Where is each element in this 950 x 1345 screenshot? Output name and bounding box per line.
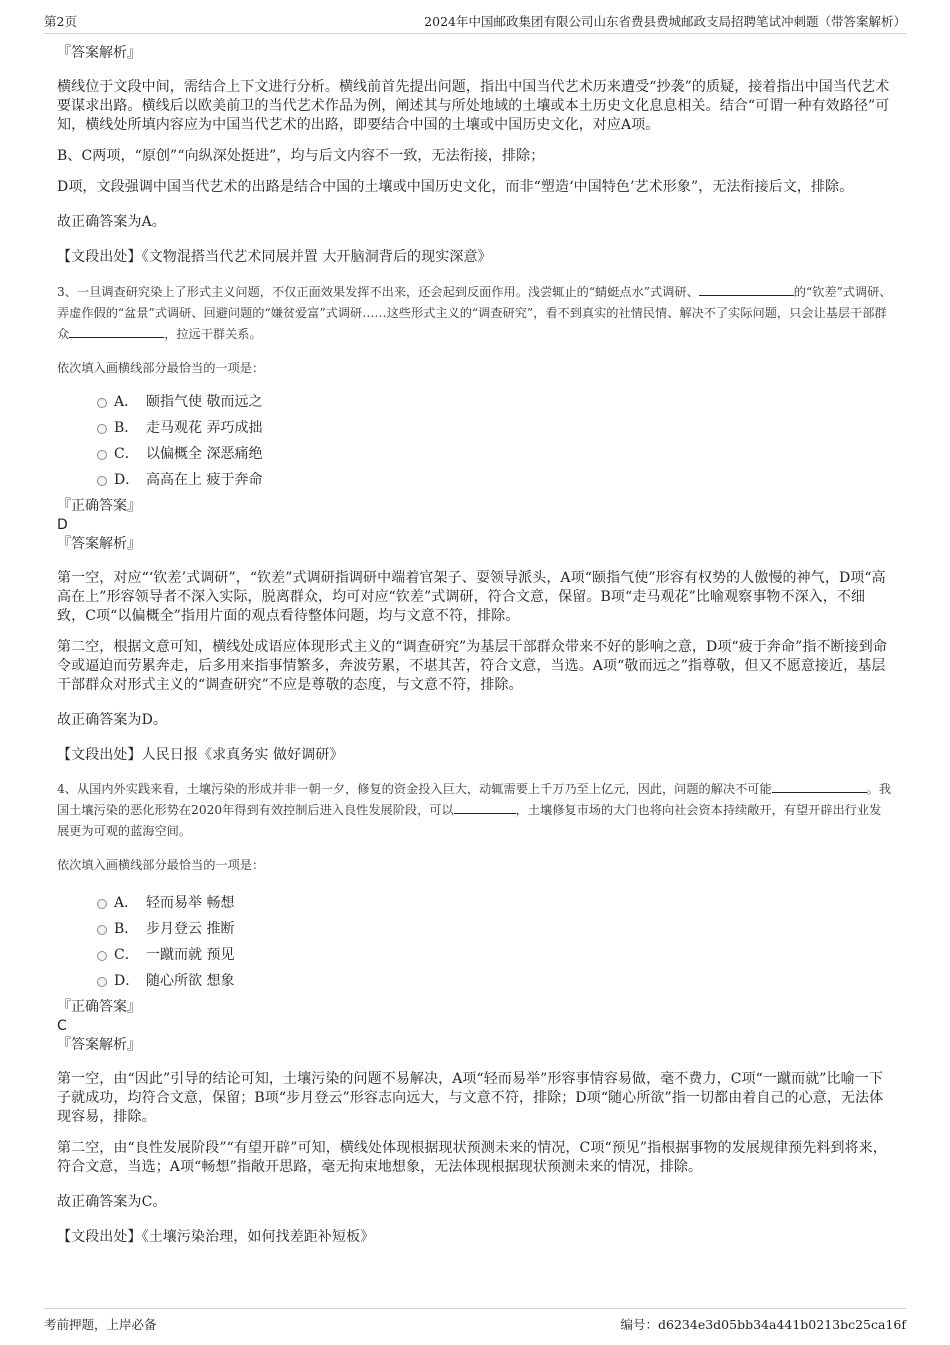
page-footer — [44, 1308, 906, 1335]
q3-prompt: 依次填入画横线部分最恰当的一项是： — [57, 361, 265, 375]
q2-conclusion: 故正确答案为A。 — [57, 214, 166, 230]
q4-option-b[interactable] — [57, 916, 892, 942]
page-content — [57, 44, 892, 1247]
option-letter: D． — [114, 472, 140, 488]
option-letter: B． — [114, 921, 139, 937]
q4-blank-2 — [454, 801, 516, 814]
radio-icon[interactable] — [97, 951, 107, 961]
q3-correct-answer: D — [57, 517, 68, 533]
radio-icon[interactable] — [97, 450, 107, 460]
q3-option-b[interactable] — [57, 415, 892, 441]
q2-source: 【文段出处】《文物混搭当代艺术同展并置 大开脑洞背后的现实深意》 — [57, 249, 492, 265]
q4-blank-1 — [772, 780, 867, 793]
radio-icon[interactable] — [97, 398, 107, 408]
option-letter: B． — [114, 420, 139, 436]
q4-correct-answer: C — [57, 1018, 67, 1034]
q4-stem-part-3: ，土壤修复市场的大门也将向社会资本持续敞开，有望开辟出行业发展更为可观的蓝海空间。 — [57, 803, 882, 838]
q3-stem — [57, 282, 892, 345]
radio-icon[interactable] — [97, 899, 107, 909]
q4-prompt: 依次填入画横线部分最恰当的一项是： — [57, 858, 265, 872]
option-text: 轻而易举 畅想 — [146, 895, 235, 911]
option-letter: C． — [114, 947, 139, 963]
q3-blank-2 — [69, 325, 164, 338]
q4-conclusion: 故正确答案为C。 — [57, 1194, 167, 1210]
q3-analysis-para-1: 第一空，对应“‘钦差’式调研”，“钦差”式调研指调研中端着官架子、耍领导派头，A项“颐指气使”形容有权势的人傲慢的神气，D项“高高在上”形容领导者不深入实际，脱离群众，均可对应“钦差”式调研，符合文意，保留。B项“走马观花”比喻观察事物不深入，不细致，C项“以偏概全”指用片面的观点看待整体问题，均与文意不符，排除。 — [57, 570, 886, 624]
q4-analysis-para-1: 第一空，由“因此”引导的结论可知，土壤污染的问题不易解决，A项“轻而易举”形容事情容易做，毫不费力，C项“一蹴而就”比喻一下子就成功，均符合文意，保留；B项“步月登云”形容志向远大，与文意不符，排除；D项“随心所欲”指一切都由着自己的心意，无法体现容易，排除。 — [57, 1071, 884, 1125]
footer-document-id: 编号：d6234e3d05bb34a441b0213bc25ca16f — [620, 1317, 906, 1332]
option-letter: A． — [114, 895, 139, 911]
q3-option-d[interactable] — [57, 467, 892, 493]
page-header — [44, 11, 906, 34]
q3-source: 【文段出处】人民日报《求真务实 做好调研》 — [57, 747, 344, 763]
q3-blank-1 — [699, 283, 794, 296]
radio-icon[interactable] — [97, 476, 107, 486]
option-text: 步月登云 推断 — [146, 921, 235, 937]
q2-analysis-para-2: B、C两项，“原创”“向纵深处挺进”，均与后文内容不一致，无法衔接，排除； — [57, 148, 545, 164]
q3-stem-part-1: 3、一旦调查研究染上了形式主义问题，不仅正面效果发挥不出来，还会起到反面作用。浅尝辄止的“蜻蜓点水”式调研、 — [57, 285, 699, 299]
q3-analysis-para-2: 第二空，根据文意可知，横线处成语应体现形式主义的“调查研究”为基层干部群众带来不好的影响之意，D项“疲于奔命”指不断接到命令或逼迫而劳累奔走，后多用来指事情繁多，奔波劳累，不堪其苦，符合文意，当选。A项“敬而远之”指尊敬，但又不愿意接近，基层干部群众对形式主义的“调查研究”不应是尊敬的态度，与文意不符，排除。 — [57, 639, 887, 693]
q4-option-c[interactable] — [57, 942, 892, 968]
q4-option-d[interactable] — [57, 968, 892, 994]
option-text: 以偏概全 深恶痛绝 — [146, 446, 263, 462]
option-letter: A． — [114, 394, 139, 410]
option-letter: D． — [114, 973, 140, 989]
q4-stem-part-2: 。我国土壤污染的恶化形势在2020年得到有效控制后进入良性发展阶段，可以 — [57, 782, 892, 817]
option-letter: C． — [114, 446, 139, 462]
q3-stem-part-2: 的“钦差”式调研、弄虚作假的“盆景”式调研、回避问题的“嫌贫爱富”式调研……这些形式主义的“调查研究”，看不到真实的社情民情、解决不了实际问题，只会让基层干部群众 — [57, 285, 892, 341]
q4-options — [57, 890, 892, 994]
q3-analysis-label: 『答案解析』 — [57, 536, 141, 552]
footer-slogan: 考前押题，上岸必备 — [44, 1317, 157, 1332]
q3-option-c[interactable] — [57, 441, 892, 467]
option-text: 颐指气使 敬而远之 — [146, 394, 263, 410]
radio-icon[interactable] — [97, 977, 107, 987]
q2-analysis-para-1: 横线位于文段中间，需结合上下文进行分析。横线前首先提出问题，指出中国当代艺术历来遭受“抄袭”的质疑，接着指出中国当代艺术要谋求出路。横线后以欧美前卫的当代艺术作品为例，阐述其与所处地域的土壤或本土历史文化息息相关。结合“可谓一种有效路径”可知，横线处所填内容应为中国当代艺术的出路，即要结合中国的土壤或中国历史文化，对应A项。 — [57, 79, 890, 133]
q3-option-a[interactable] — [57, 389, 892, 415]
q4-analysis-para-2: 第二空，由“良性发展阶段”“有望开辟”可知，横线处体现根据现状预测未来的情况，C项“预见”指根据事物的发展规律预先料到将来，符合文意，当选；A项“畅想”指敞开思路，毫无拘束地想象，无法体现根据现状预测未来的情况，排除。 — [57, 1140, 887, 1175]
q3-conclusion: 故正确答案为D。 — [57, 712, 168, 728]
radio-icon[interactable] — [97, 925, 107, 935]
q2-analysis-label: 『答案解析』 — [57, 45, 141, 61]
q4-stem-part-1: 4、从国内外实践来看，土壤污染的形成并非一朝一夕，修复的资金投入巨大，动辄需要上千万乃至上亿元，因此，问题的解决不可能 — [57, 782, 772, 796]
page-number: 第2页 — [44, 14, 77, 29]
option-text: 高高在上 疲于奔命 — [146, 472, 263, 488]
option-text: 随心所欲 想象 — [146, 973, 235, 989]
q4-source: 【文段出处】《土壤污染治理，如何找差距补短板》 — [57, 1229, 375, 1245]
option-text: 走马观花 弄巧成拙 — [146, 420, 263, 436]
q4-correct-label: 『正确答案』 — [57, 999, 141, 1015]
document-title: 2024年中国邮政集团有限公司山东省费县费城邮政支局招聘笔试冲刺题（带答案解析） — [424, 14, 906, 29]
radio-icon[interactable] — [97, 424, 107, 434]
option-text: 一蹴而就 预见 — [146, 947, 235, 963]
q3-correct-label: 『正确答案』 — [57, 498, 141, 514]
q4-stem — [57, 779, 892, 842]
q4-analysis-label: 『答案解析』 — [57, 1037, 141, 1053]
q2-analysis-para-3: D项，文段强调中国当代艺术的出路是结合中国的土壤或中国历史文化，而非“塑造‘中国特色’艺术形象”，无法衔接后文，排除。 — [57, 179, 854, 195]
q3-stem-part-3: ，拉远干群关系。 — [164, 327, 262, 341]
q4-option-a[interactable] — [57, 890, 892, 916]
q3-options — [57, 389, 892, 493]
